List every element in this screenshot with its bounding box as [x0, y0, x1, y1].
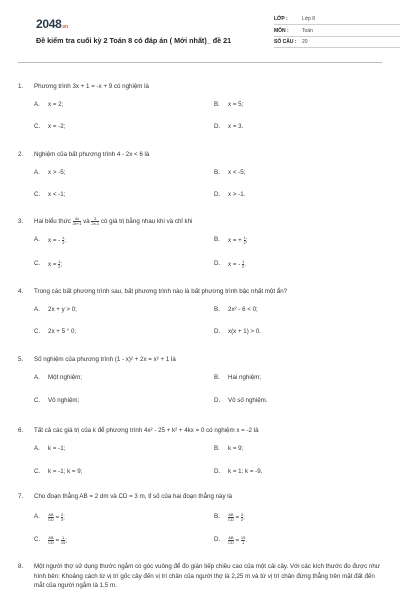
option-letter: D.: [214, 191, 221, 198]
question-number: 2.: [18, 151, 24, 158]
option-text: Hai nghiệm;: [228, 374, 262, 381]
option-text: x > -1.: [228, 191, 246, 198]
fraction: $\frac{1}{15}$: [60, 535, 66, 545]
option-letter: C.: [34, 328, 41, 335]
option-text: k = -1; k = 9;: [48, 468, 83, 475]
fraction: $\frac{AB}{CD}$: [48, 535, 54, 545]
option-b[interactable]: [214, 101, 243, 108]
option-letter: B.: [214, 445, 220, 452]
fraction: $\frac{1}{2}$: [61, 235, 65, 245]
option-text: 2x + y > 0;: [48, 306, 77, 313]
option-letter: D.: [214, 536, 221, 543]
question-8: [18, 562, 382, 600]
fraction: $\frac{1}{2}$: [243, 235, 246, 245]
option-text: 2x + 5 ° 0;: [48, 328, 77, 335]
site-logo[interactable]: [36, 17, 68, 31]
option-d[interactable]: [214, 328, 261, 335]
option-a[interactable]: [34, 236, 66, 245]
option-expression: =: [235, 514, 240, 522]
option-d[interactable]: [214, 191, 245, 198]
option-expression: =: [55, 514, 60, 522]
question-text: Số nghiệm của phương trình (1 - x)² + 2x = x² + 1 là: [34, 356, 176, 363]
option-b[interactable]: [214, 236, 247, 245]
question-number: 1.: [18, 83, 24, 90]
fraction: $\frac{2}{3}$: [60, 512, 64, 522]
fraction-expression: $\frac{4x}{2x+1}$: [72, 216, 82, 226]
option-d[interactable]: [214, 260, 246, 269]
option-expression: x = +: [228, 237, 242, 245]
option-expression: x = -: [228, 261, 241, 269]
option-text: Một nghiệm;: [48, 374, 83, 381]
question-text: Nghiệm của bất phương trình 4 - 2x < 6 là: [34, 151, 150, 158]
question-text: Cho đoạn thẳng AB = 2 dm và CD = 3 m, tỉ số của hai đoạn thẳng này là: [34, 493, 233, 500]
question-number: 5.: [18, 356, 24, 363]
option-text: x < -1;: [48, 191, 66, 198]
option-c[interactable]: [34, 260, 62, 269]
option-letter: B.: [214, 169, 220, 176]
option-b[interactable]: [214, 169, 245, 176]
fraction: $\frac{AB}{CD}$: [228, 535, 234, 545]
option-letter: A.: [34, 169, 40, 176]
question-6: [18, 426, 382, 481]
meta-key: SỐ CÂU :: [274, 39, 297, 45]
fraction: $\frac{AB}{CD}$: [48, 512, 54, 522]
option-text: $\frac{AB}{CD}$ = $\frac{3}{2}$ ;: [228, 512, 245, 522]
option-letter: C.: [34, 536, 41, 543]
meta-row-count: [274, 37, 400, 48]
option-letter: B.: [214, 306, 220, 313]
option-letter: B.: [214, 513, 220, 520]
option-letter: A.: [34, 513, 40, 520]
option-letter: A.: [34, 374, 40, 381]
option-text: x = 2;: [48, 101, 64, 108]
question-5: [18, 355, 382, 410]
question-text-part: có giá trị bằng nhau khi và chỉ khi: [100, 218, 193, 226]
question-text: Phương trình 3x + 1 = -x + 9 có nghiệm là: [34, 83, 149, 90]
document-title: Đề kiểm tra cuối kỳ 2 Toán 8 có đáp án ( Mới nhất)_ đề 21: [36, 36, 232, 45]
option-d[interactable]: [214, 468, 262, 475]
logo-text: 2048: [36, 17, 62, 31]
option-c[interactable]: [34, 468, 82, 475]
meta-row-class: [274, 14, 400, 25]
option-letter: D.: [214, 260, 221, 267]
option-letter: A.: [34, 306, 40, 313]
option-b[interactable]: [214, 513, 245, 522]
option-letter: D.: [214, 123, 221, 130]
option-expression: x =: [48, 261, 57, 269]
option-d[interactable]: [214, 536, 247, 545]
question-text-part: Hai biểu thức: [34, 218, 71, 226]
option-text: x > -5;: [48, 169, 66, 176]
question-number: 8.: [18, 563, 24, 570]
meta-key: MÔN :: [274, 27, 289, 34]
option-letter: D.: [214, 397, 221, 404]
fraction: $\frac{3}{2}$: [240, 512, 244, 522]
option-letter: C.: [34, 260, 41, 267]
meta-row-subject: [274, 26, 400, 37]
question-number: 4.: [18, 288, 24, 295]
option-a[interactable]: [34, 374, 82, 381]
fraction: $\frac{15}{1}$: [240, 535, 246, 545]
option-text: k = 9;: [228, 445, 244, 452]
option-b[interactable]: [214, 306, 258, 313]
option-c[interactable]: [34, 191, 65, 198]
option-text: k = -1;: [48, 445, 66, 452]
option-letter: D.: [214, 328, 221, 335]
option-a[interactable]: [34, 445, 65, 452]
option-b[interactable]: [214, 445, 243, 452]
option-d[interactable]: [214, 123, 243, 130]
option-c[interactable]: [34, 123, 65, 130]
option-letter: C.: [34, 191, 41, 198]
option-expression: =: [235, 537, 240, 545]
option-letter: A.: [34, 101, 40, 108]
header-divider: [18, 62, 382, 63]
fraction: $\frac{1}{2}$: [58, 259, 61, 269]
option-text: Vô số nghiệm.: [228, 397, 268, 404]
option-text: k = 1; k = -9.: [228, 468, 263, 475]
option-text: x = 5;: [228, 101, 244, 108]
question-text: Một người thợ sử dụng thước ngắm có góc vuông để đo gián tiếp chiều cao của một cái cây. Với các kích thước đo được như hình bên: Khoảng cách từ vị trí gốc cây đến vị trí chân của người thợ là 2,25 m và từ vị trí chân đứng thẳng trên mặt đất đến mắt của người ngắm là 1,5 m.: [34, 563, 380, 590]
logo-suffix: .vn: [61, 24, 68, 30]
question-7: [18, 492, 382, 552]
option-text: $\frac{AB}{CD}$ = $\frac{1}{15}$ ;: [48, 535, 68, 545]
option-a[interactable]: [34, 513, 65, 522]
meta-value: Toán: [302, 27, 313, 34]
meta-value: 20: [302, 39, 308, 45]
fraction: $\frac{1}{2}$: [241, 259, 245, 269]
option-text: x < -5;: [228, 169, 246, 176]
meta-table: [274, 14, 400, 49]
option-text: 2x² - 6 < 0;: [228, 306, 258, 313]
option-text: Vô nghiệm;: [48, 397, 80, 404]
option-c[interactable]: [34, 328, 76, 335]
question-number: 6.: [18, 427, 24, 434]
question-number: 3.: [18, 218, 24, 225]
option-a[interactable]: [34, 306, 77, 313]
question-text-part: và: [83, 218, 90, 226]
fraction: $\frac{AB}{CD}$: [228, 512, 234, 522]
option-letter: A.: [34, 445, 40, 452]
fraction-expression: $\frac{3}{2x-1}$: [91, 216, 100, 226]
option-c[interactable]: [34, 536, 67, 545]
header: [18, 0, 382, 62]
option-text: x(x + 1) > 0.: [228, 328, 262, 335]
option-letter: B.: [214, 374, 220, 381]
meta-value: Lớp 8: [302, 16, 316, 22]
option-letter: C.: [34, 397, 41, 404]
option-c[interactable]: [34, 397, 79, 404]
option-text: $\frac{AB}{CD}$ = $\frac{2}{3}$ ;: [48, 512, 65, 522]
option-letter: B.: [214, 236, 220, 243]
option-text: $\frac{AB}{CD}$ = $\frac{15}{1}$ .: [228, 535, 248, 545]
question-number: 7.: [18, 493, 24, 500]
question-3: [18, 217, 382, 277]
option-expression: x = -: [48, 237, 61, 245]
option-letter: A.: [34, 236, 40, 243]
option-letter: C.: [34, 468, 41, 475]
question-text: Trong các bất phương trình sau, bất phương trình nào là bất phương trình bậc nhất một ẩn?: [34, 288, 288, 295]
option-a[interactable]: [34, 169, 65, 176]
option-d[interactable]: [214, 397, 268, 404]
option-letter: D.: [214, 468, 221, 475]
option-expression: =: [55, 537, 60, 545]
option-b[interactable]: [214, 374, 261, 381]
option-text: x = + $\frac{1}{2}$ ;: [228, 235, 248, 245]
question-4: [18, 287, 382, 342]
question-text: [34, 217, 382, 226]
question-1: [18, 82, 382, 137]
option-text: x = - $\frac{1}{2}$ .: [228, 259, 246, 269]
option-text: x = 3.: [228, 123, 244, 130]
option-letter: C.: [34, 123, 41, 130]
meta-key: LỚP :: [274, 16, 288, 22]
option-text: x = $\frac{1}{2}$ ;: [48, 259, 63, 269]
question-2: [18, 150, 382, 205]
question-text: Tất cả các giá trị của k để phương trình 4x² - 25 + k² + 4kx = 0 có nghiệm x = -2 là: [34, 427, 259, 434]
option-letter: B.: [214, 101, 220, 108]
option-text: x = -2;: [48, 123, 66, 130]
option-text: x = - $\frac{1}{2}$ ;: [48, 235, 66, 245]
option-a[interactable]: [34, 101, 63, 108]
